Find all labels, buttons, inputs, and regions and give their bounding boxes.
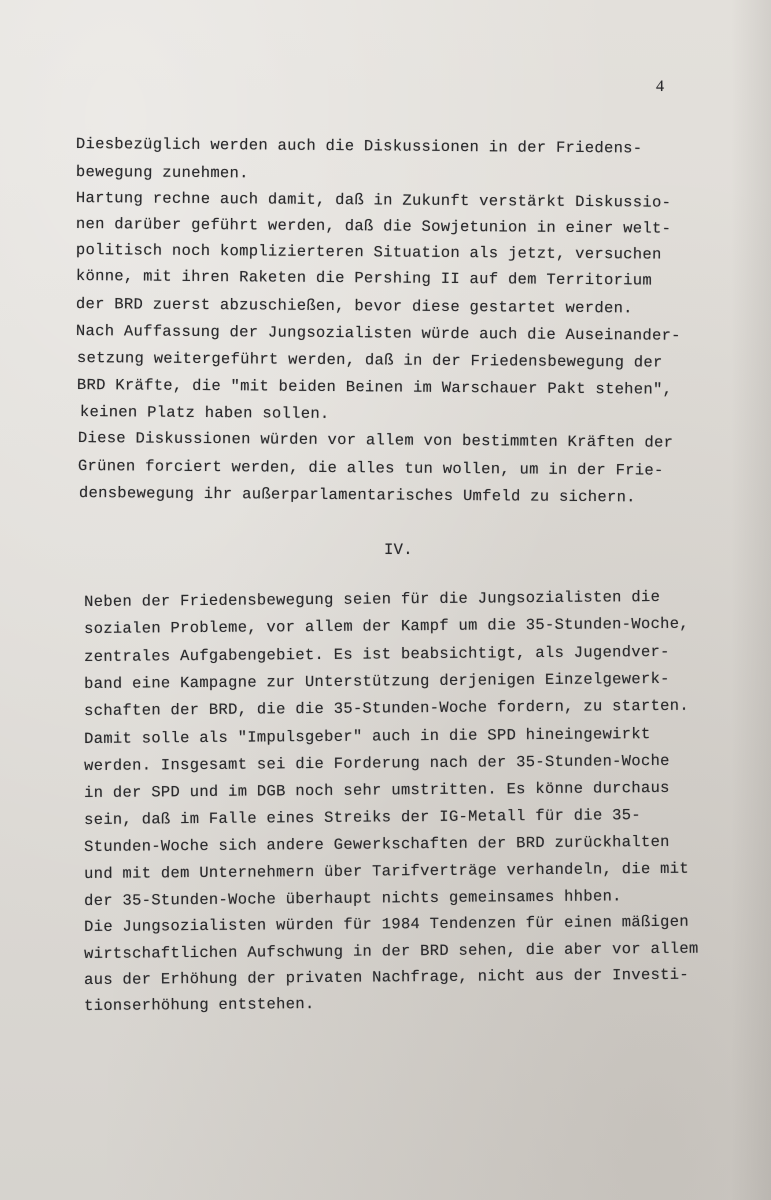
paragraph-1-line-4: nen darüber geführt werden, daß die Sowjetunion in einer welt-: [75, 215, 672, 238]
paragraph-2-line-10: Stunden-Woche sich andere Gewerkschaften der BRD zurückhalten: [84, 832, 670, 856]
paragraph-2-line-4: band eine Kampagne zur Unterstützung derjenigen Einzelgewerk-: [84, 669, 670, 693]
section-heading: IV.: [384, 541, 413, 559]
paragraph-1-line-8: Nach Auffassung der Jungsozialisten würde auch die Auseinander-: [75, 322, 681, 345]
paragraph-2-line-11: und mit dem Unternehmern über Tarifverträge verhandeln, die mit: [84, 859, 690, 883]
paragraph-2-line-13: Die Jungsozialisten würden für 1984 Tendenzen für einen mäßigen: [84, 912, 690, 936]
paragraph-2-line-3: zentrales Aufgabengebiet. Es ist beabsichtigt, als Jugendver-: [84, 642, 670, 666]
paragraph-2-line-1: Neben der Friedensbewegung seien für die Jungsozialisten die: [84, 587, 661, 611]
paragraph-2-line-6: Damit solle als "Impulsgeber" auch in die SPD hineingewirkt: [84, 725, 651, 748]
paragraph-1-line-10: BRD Kräfte, die "mit beiden Beinen im Warschauer Pakt stehen",: [76, 376, 673, 399]
paragraph-1-line-9: setzung weitergeführt werden, daß in der Friedensbewegung der: [76, 349, 663, 372]
paragraph-1-line-7: der BRD zuerst abzuschießen, bevor diese gestartet werden.: [75, 295, 633, 318]
paragraph-1-line-2: bewegung zunehmen.: [75, 163, 249, 183]
paragraph-2-line-12: der 35-Stunden-Woche überhaupt nichts gemeinsames hhben.: [84, 887, 622, 910]
paragraph-2-line-8: in der SPD und im DGB noch sehr umstritten. Es könne durchaus: [84, 778, 670, 802]
paragraph-2-line-16: tionserhöhung entstehen.: [84, 994, 315, 1015]
paragraph-2-line-14: wirtschaftlichen Aufschwung in der BRD sehen, die aber vor allem: [84, 939, 699, 963]
paragraph-1-line-14: densbewegung ihr außerparlamentarisches Umfeld zu sichern.: [78, 484, 636, 507]
paragraph-1-line-3: Hartung rechne auch damit, daß in Zukunft verstärkt Diskussio-: [75, 189, 672, 212]
paragraph-1-line-5: politisch noch komplizierteren Situation als jetzt, versuchen: [75, 241, 662, 264]
paragraph-1-line-12: Diese Diskussionen würden vor allem von bestimmten Kräften der: [77, 429, 674, 452]
paragraph-1-line-6: könne, mit ihren Raketen die Pershing II auf dem Territorium: [75, 267, 653, 290]
paragraph-2-line-2: sozialen Probleme, vor allem der Kampf um die 35-Stunden-Woche,: [84, 614, 690, 638]
page-number: 4: [656, 78, 665, 95]
paragraph-2-line-15: aus der Erhöhung der privaten Nachfrage, nicht aus der Investi-: [84, 965, 690, 989]
paragraph-1-line-13: Grünen forciert werden, die alles tun wollen, um in der Frie-: [77, 457, 664, 480]
paragraph-2-line-9: sein, daß im Falle eines Streiks der IG-Metall für die 35-: [84, 806, 642, 829]
paragraph-1-line-1: Diesbezüglich werden auch die Diskussionen in der Friedens-: [75, 135, 643, 158]
page-edge-shadow: [731, 0, 771, 1200]
paragraph-2-line-5: schaften der BRD, die die 35-Stunden-Woche fordern, zu starten.: [84, 696, 690, 720]
paragraph-2-line-7: werden. Insgesamt sei die Forderung nach der 35-Stunden-Woche: [84, 751, 670, 775]
paragraph-1-line-11: keinen Platz haben sollen.: [79, 403, 330, 423]
